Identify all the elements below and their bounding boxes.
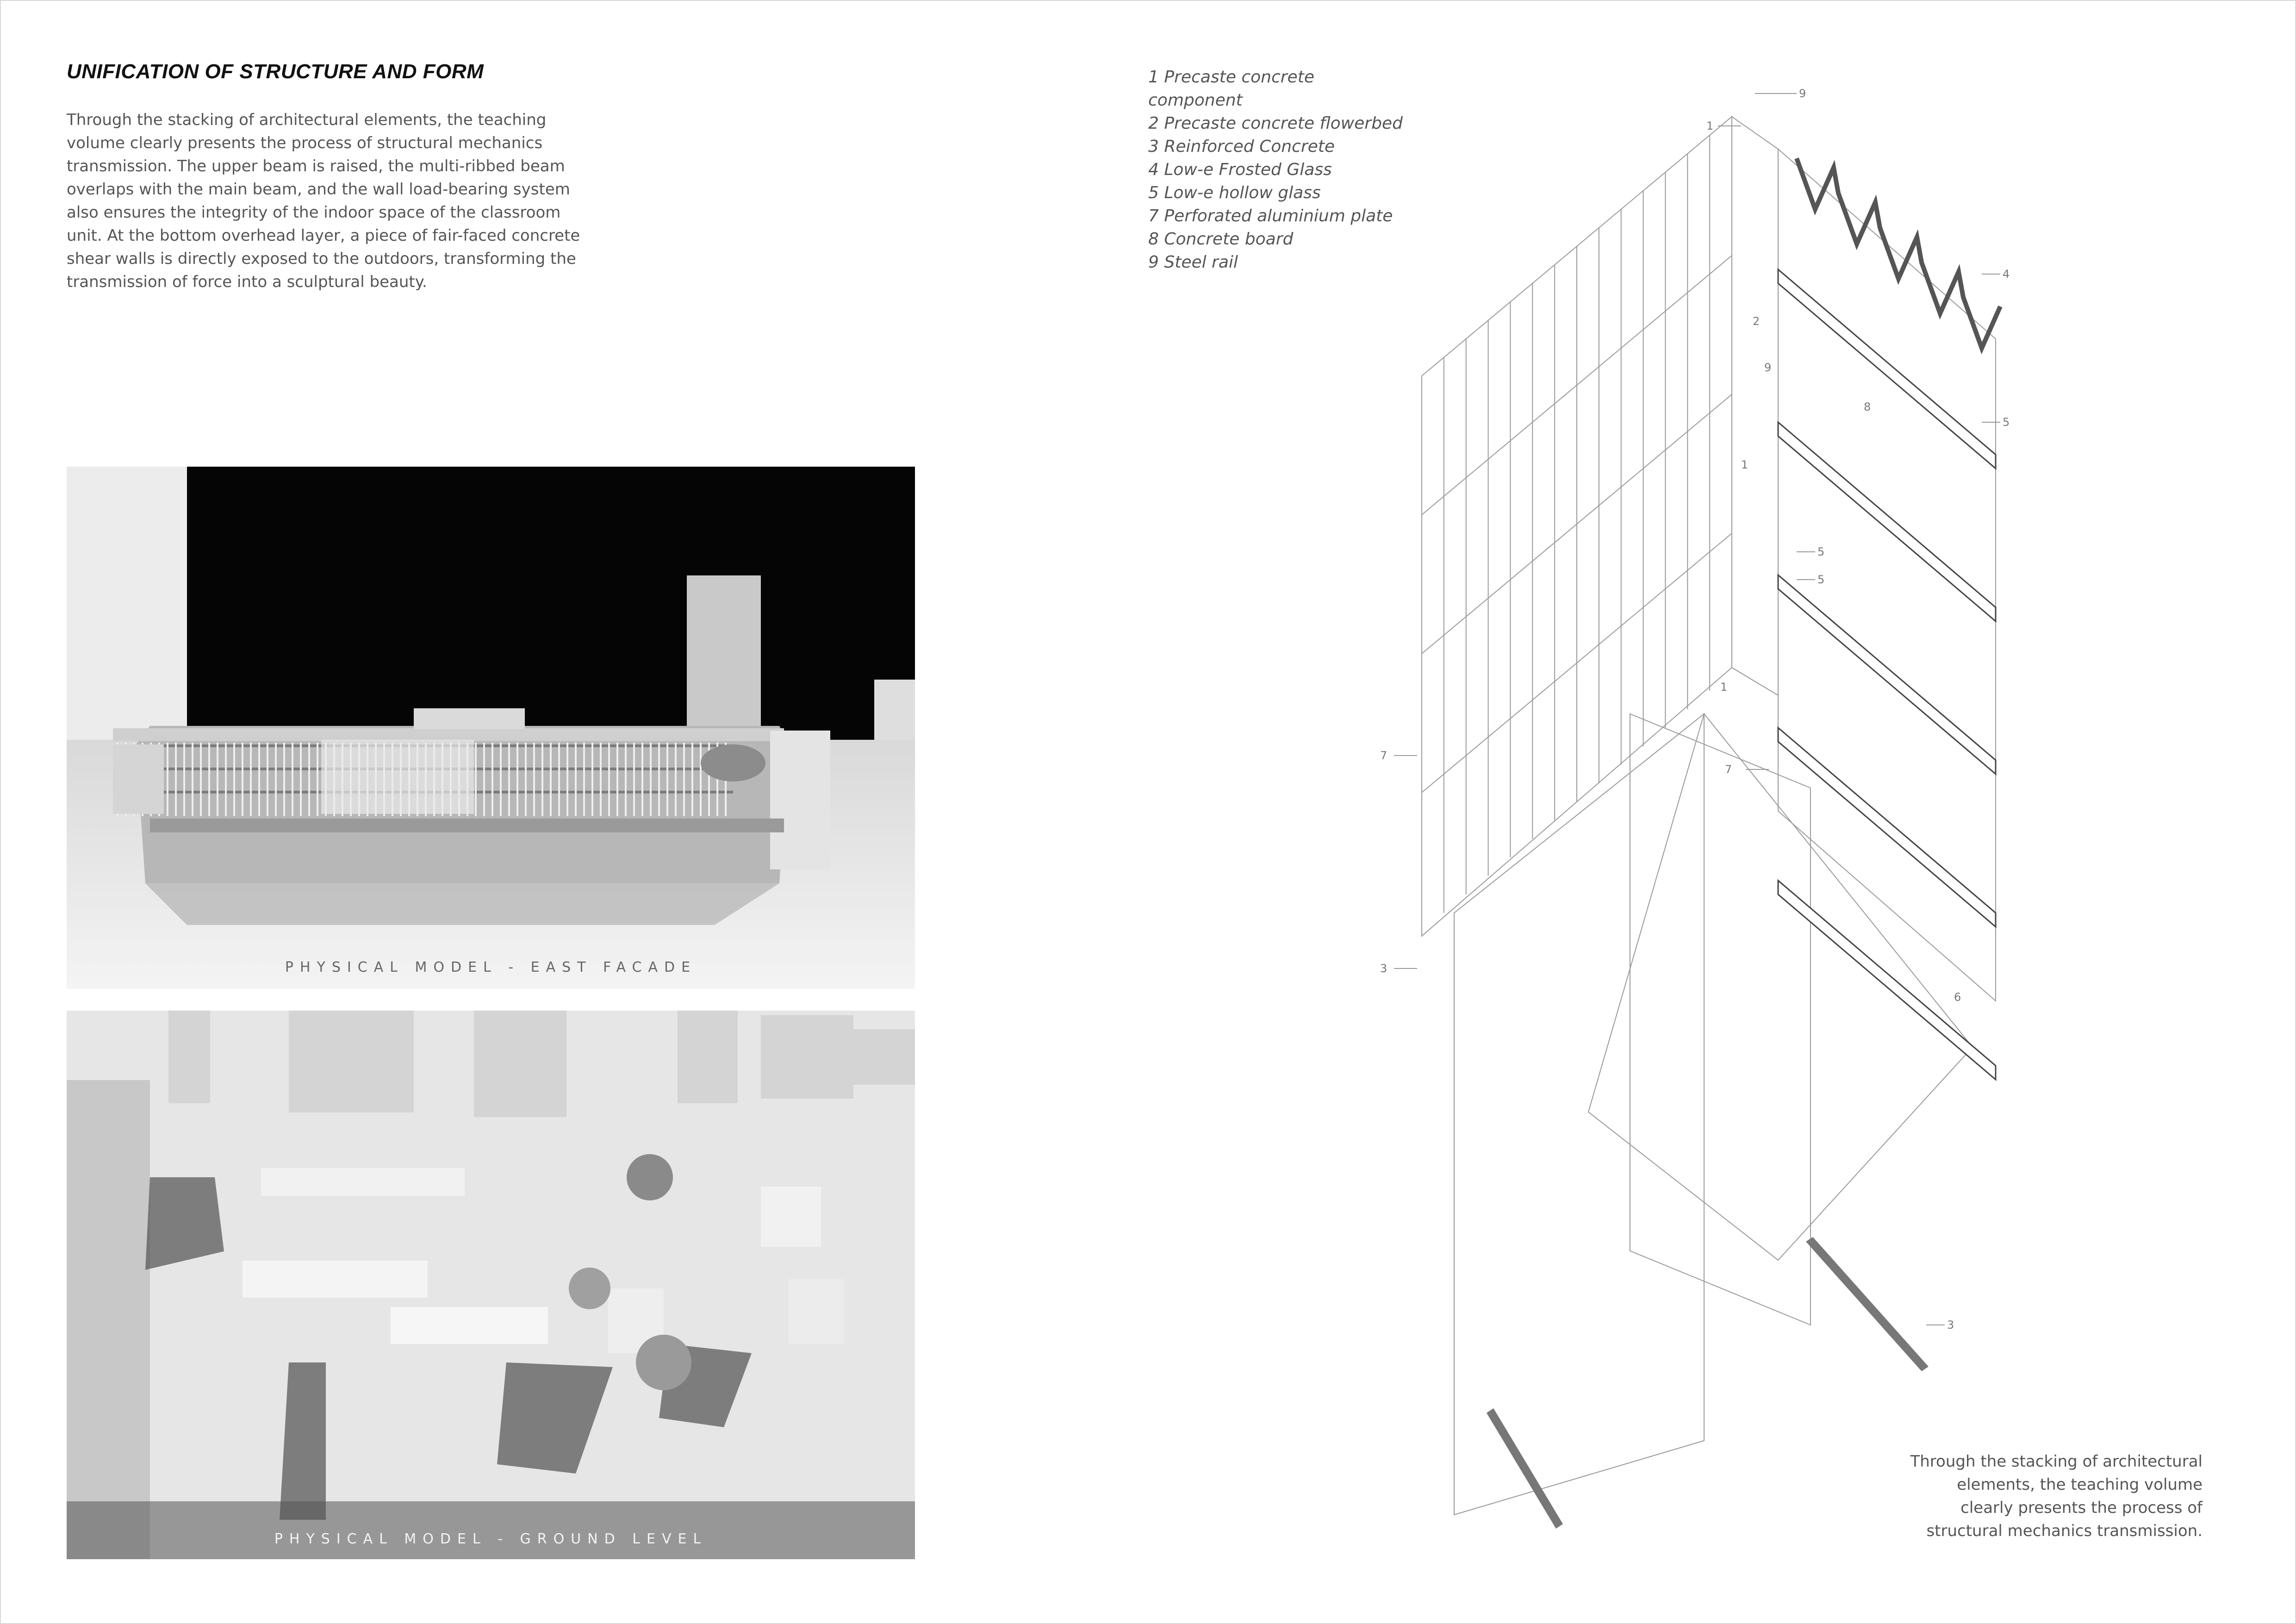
materials-legend [1148, 66, 1407, 274]
callout-8: 8 [1864, 400, 1871, 413]
callout-5: 5 [2003, 416, 2010, 429]
legend-item: 3 Reinforced Concrete [1148, 137, 1335, 156]
photo-east-facade [67, 467, 915, 989]
callout-3: 3 [1947, 1318, 1954, 1331]
callout-7: 7 [1725, 763, 1732, 776]
floor-beam [1778, 422, 1996, 621]
photo-ground-level [67, 1011, 915, 1559]
page-title: UNIFICATION OF STRUCTURE AND FORM [67, 60, 484, 83]
legend-item: 9 Steel rail [1148, 253, 1238, 272]
legend-item: 8 Concrete board [1148, 230, 1294, 249]
shear-wall-left [1454, 714, 1704, 1515]
legend-item: 2 Precaste concrete flowerbed [1148, 114, 1403, 133]
hatched-base-left [1487, 1408, 1563, 1529]
column-edge [1732, 117, 1778, 695]
shear-wall-front [1630, 714, 1811, 1325]
callout-1: 1 [1706, 119, 1714, 132]
callout-7: 7 [1380, 749, 1388, 762]
legend-item: 1 Precaste concrete component [1148, 68, 1314, 110]
callout-1: 1 [1741, 458, 1748, 471]
photo-ground-level-caption: PHYSICAL MODEL - GROUND LEVEL [274, 1531, 708, 1547]
callout-2: 2 [1753, 315, 1760, 328]
legend-item: 5 Low-e hollow glass [1148, 183, 1321, 202]
exploded-axonometric-drawing [1380, 75, 2028, 1547]
shear-wall-top [1588, 714, 1972, 1260]
legend-item: 4 Low-e Frosted Glass [1148, 160, 1332, 179]
callout-6: 6 [1954, 991, 1961, 1004]
callout-1: 1 [1720, 681, 1728, 693]
ground-level-model-image [67, 1011, 915, 1559]
hatched-base-right [1806, 1237, 1929, 1371]
callout-9: 9 [1799, 87, 1806, 100]
callout-5: 5 [1817, 573, 1825, 586]
intro-paragraph: Through the stacking of architectural elements, the teaching volume clearly presents the process of structural mechanics transmission. The upper beam is raised, the multi-ribbed beam overlaps with the main beam, and the wall load-bearing system also ensures the integrity of the indoor space of the classroom unit. At the bottom overhead layer, a piece of fair-faced concrete shear walls is directly exposed to the outdoors, transforming the transmission of force into a sculptural beauty. [67, 111, 580, 291]
callout-5: 5 [1817, 545, 1825, 558]
callout-4: 4 [2003, 268, 2010, 281]
callout-3: 3 [1380, 962, 1388, 975]
legend-item: 7 Perforated aluminium plate [1148, 206, 1393, 225]
photo-east-facade-caption: PHYSICAL MODEL - EAST FACADE [285, 959, 697, 975]
callout-9: 9 [1764, 361, 1772, 374]
footnote-paragraph: Through the stacking of architectural elements, the teaching volume clearly presents the process of structural mechanics transmission. [1910, 1452, 2203, 1540]
floor-beam [1778, 575, 1996, 774]
east-facade-model-image [67, 467, 915, 989]
